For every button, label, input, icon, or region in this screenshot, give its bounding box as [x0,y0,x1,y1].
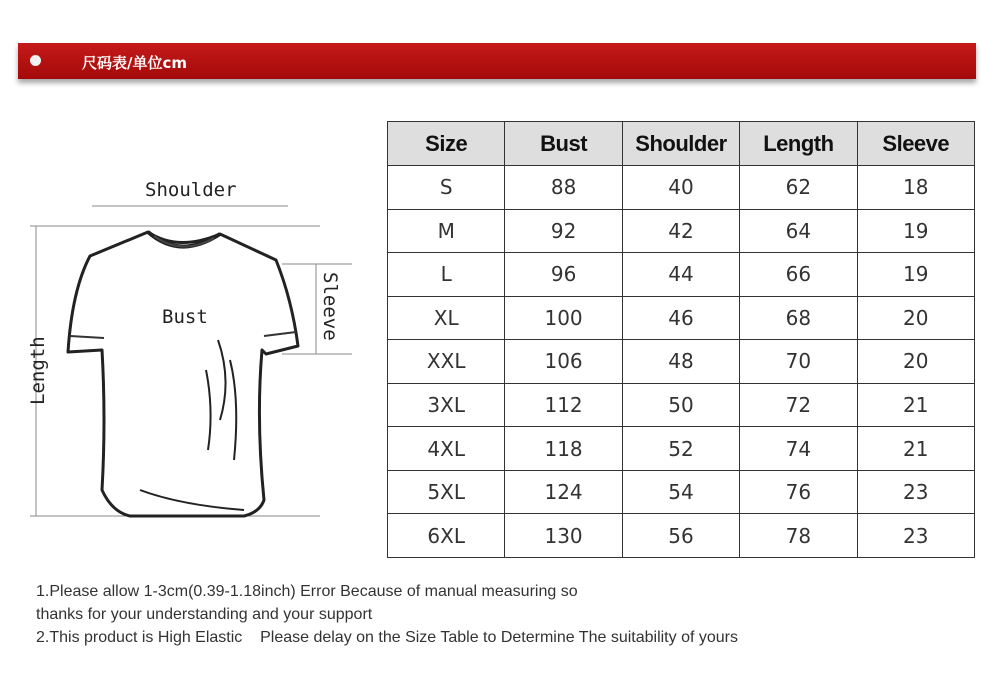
cell-shoulder: 42 [622,209,739,253]
table-row [388,470,975,514]
cell-size: L [388,253,505,297]
column-header-sleeve: Sleeve [857,122,974,166]
cell-sleeve: 21 [857,427,974,471]
cell-shoulder: 56 [622,514,739,558]
cell-size: XL [388,296,505,340]
table-row [388,209,975,253]
column-header-bust: Bust [505,122,622,166]
sleeve-label: Sleeve [319,272,341,341]
banner-title: 尺码表/单位cm [82,54,188,72]
note-line-3: 2.This product is High Elastic Please delay on the Size Table to Determine The suitability of yours [36,629,738,646]
cell-bust: 92 [505,209,622,253]
cell-length: 70 [740,340,857,384]
cell-length: 78 [740,514,857,558]
cell-length: 64 [740,209,857,253]
cell-bust: 118 [505,427,622,471]
cell-bust: 96 [505,253,622,297]
table-header-row [388,122,975,166]
cell-bust: 130 [505,514,622,558]
cell-sleeve: 23 [857,514,974,558]
table-row [388,383,975,427]
table-row [388,166,975,210]
bullet-dot-icon [30,55,41,66]
cell-shoulder: 54 [622,470,739,514]
shoulder-label: Shoulder [145,179,237,201]
bust-label: Bust [162,306,208,328]
cell-bust: 112 [505,383,622,427]
cell-size: 4XL [388,427,505,471]
cell-shoulder: 44 [622,253,739,297]
cell-shoulder: 52 [622,427,739,471]
cell-sleeve: 20 [857,340,974,384]
cell-bust: 88 [505,166,622,210]
cell-length: 72 [740,383,857,427]
title-banner [18,43,976,79]
tshirt-measurement-diagram [20,160,360,540]
note-line-2: thanks for your understanding and your support [36,606,373,623]
cell-sleeve: 20 [857,296,974,340]
table-row [388,514,975,558]
column-header-size: Size [388,122,505,166]
cell-sleeve: 23 [857,470,974,514]
table-row [388,427,975,471]
column-header-shoulder: Shoulder [622,122,739,166]
table-row [388,253,975,297]
cell-sleeve: 19 [857,253,974,297]
cell-sleeve: 19 [857,209,974,253]
note-line-1: 1.Please allow 1-3cm(0.39-1.18inch) Error Because of manual measuring so [36,583,578,600]
cell-length: 68 [740,296,857,340]
notes [36,580,738,649]
cell-shoulder: 48 [622,340,739,384]
cell-bust: 124 [505,470,622,514]
cell-shoulder: 46 [622,296,739,340]
cell-shoulder: 50 [622,383,739,427]
cell-size: 3XL [388,383,505,427]
table-row [388,340,975,384]
cell-size: M [388,209,505,253]
cell-sleeve: 18 [857,166,974,210]
table-row [388,296,975,340]
cell-size: XXL [388,340,505,384]
cell-bust: 106 [505,340,622,384]
column-header-length: Length [740,122,857,166]
cell-size: 6XL [388,514,505,558]
cell-length: 62 [740,166,857,210]
cell-bust: 100 [505,296,622,340]
cell-length: 76 [740,470,857,514]
cell-size: 5XL [388,470,505,514]
size-table [387,121,975,558]
cell-size: S [388,166,505,210]
cell-length: 74 [740,427,857,471]
cell-sleeve: 21 [857,383,974,427]
cell-length: 66 [740,253,857,297]
cell-shoulder: 40 [622,166,739,210]
length-label: Length [27,336,49,405]
